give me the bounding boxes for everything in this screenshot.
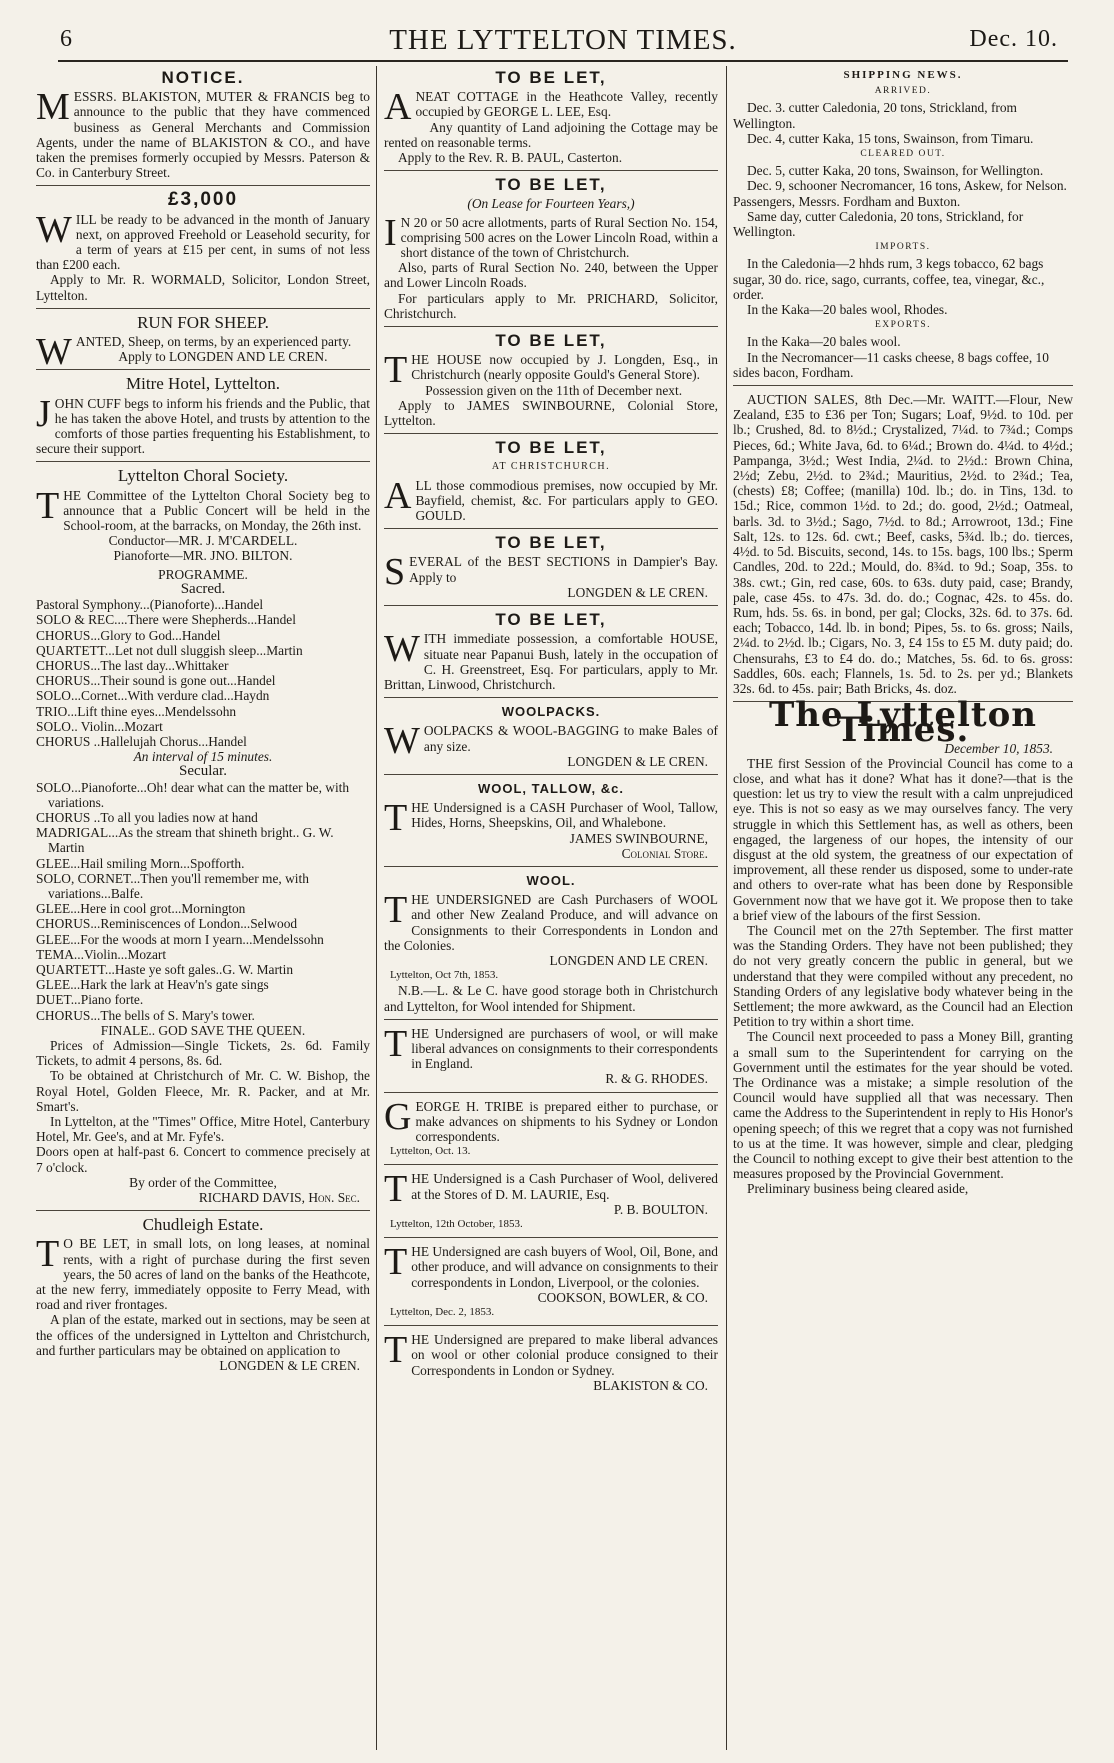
wool-ad [384,873,718,1020]
ad-text: In Lyttelton, at the "Times" Office, Mitre Hotel, Canterbury Hotel, Mr. Gee's, and at Mr. Fyfe's. [36,1114,370,1145]
programme-item: Pastoral Symphony...(Pianoforte)...Handel [36,597,264,613]
ad-text: By order of the Committee, [129,1174,277,1190]
ad-heading: WOOLPACKS. [501,704,601,720]
programme-item: CHORUS...Reminiscences of London...Selwood [36,916,298,932]
secular-label: Secular. [179,763,227,780]
programme-item: SOLO.. Violin...Mozart [36,718,163,734]
column-3 [733,68,1073,1748]
ad-text: THE Undersigned is a CASH Purchaser of Wool, Tallow, Hides, Horns, Sheepskins, Oil, and Whalebone. [384,797,718,840]
ad-text: Apply to the Rev. R. B. PAUL, Casterton. [398,150,623,166]
signature: RICHARD DAVIS, Hon. Sec. [198,1190,360,1206]
pianoforte: Pianoforte—MR. JNO. BILTON. [113,548,293,564]
sacred-label: Sacred. [180,580,226,597]
ad-text: Apply to LONGDEN AND LE CREN. [118,349,328,365]
programme-item: QUARTETT...Haste ye soft gales..G. W. Martin [36,961,294,977]
finale: FINALE.. GOD SAVE THE QUEEN. [100,1022,306,1038]
ad-subheading: AT CHRISTCHURCH. [491,461,611,473]
leader-article [733,695,1073,1197]
ad-heading: WOOL, TALLOW, &c. [477,780,625,796]
ad-text: To be obtained at Christchurch of Mr. C. W. Bishop, the Royal Hotel, Golden Fleece, Mr. R. Packer, and at Mr. Smart's. [36,1068,370,1114]
arrived-label: ARRIVED. [874,86,932,97]
ad-heading: WOOL. [526,872,576,888]
tribe-ad [384,1095,718,1166]
ad-heading: Mitre Hotel, Lyttelton. [126,374,280,394]
to-let-cottage-ad [384,70,718,171]
ad-heading: Chudleigh Estate. [142,1215,264,1235]
programme-label: PROGRAMME. [158,566,248,582]
leader-title: The Lyttelton Times. [769,695,1037,751]
ad-text: N.B.—L. & Le C. have good storage both in Christchurch and Lyttelton, for Wool intended for Shipment. [384,983,718,1014]
signature: LONGDEN & LE CREN. [567,753,708,769]
shipping-entry: Dec. 9, schooner Necromancer, 16 tons, Askew, for Nelson. Passengers, Messrs. Fordham and Buxton. [733,178,1067,209]
shipping-entry: Dec. 3. cutter Caledonia, 20 tons, Strickland, from Wellington. [733,100,1017,131]
cleared-label: CLEARED OUT. [860,149,946,160]
blakiston-ad [384,1329,718,1398]
ad-text: THE Undersigned is a Cash Purchaser of Wool, delivered at the Stores of D. M. LAURIE, Esq. [384,1168,718,1211]
signature: Colonial Store. [621,845,708,861]
ad-text: WILL be ready to be advanced in the month of January next, on approved Freehold or Leasehold security, for a term of years at £15 per cent, in sums of not less than £200 each. [36,208,370,273]
ad-text: JOHN CUFF begs to inform his friends and the Public, that he has taken the above Hotel, and trusts by attention to the comforts of those parties frequenting his Establishment, to secure their support. [36,392,370,457]
money-ad [36,189,370,308]
ad-heading: TO BE LET, [495,68,607,87]
leader-paragraph: The Council met on the 27th September. The first matter was the Standing Orders. They have not been published; they do not very greatly concern the public in general, but we understand that they were compiled without any precedent, no Standing Orders of any legislative body whatever being in the Settlement; the more awkward, as the Council had an Election Petition to try within a short time. [733,922,1073,1030]
ad-heading: NOTICE. [161,68,245,87]
shipping-entry: Dec. 4, cutter Kaka, 15 tons, Swainson, from Timaru. [747,130,1034,146]
ad-heading: £3,000 [167,189,239,211]
shipping-news [733,68,1073,386]
shipping-entry: In the Caledonia—2 hhds rum, 3 kegs tobacco, 62 bags sugar, 30 do. rice, sago, currants, coffee, tea, vinegar, &c., order. [733,256,1045,302]
shipping-entry: Same day, cutter Caledonia, 20 tons, Strickland, for Wellington. [733,208,1024,240]
signature: LONGDEN AND LE CREN. [549,952,708,968]
shipping-entry: In the Kaka—20 bales wool. [747,334,901,350]
programme-item: CHORUS...The bells of S. Mary's tower. [36,1007,255,1023]
mitre-hotel-ad [36,376,370,462]
cleared-list [733,163,1073,239]
notice-ad [36,70,370,186]
wool-tallow-ad [384,781,718,867]
choral-society-ad [36,468,370,1211]
secular-programme [36,780,370,1023]
ad-text: THE Undersigned are cash buyers of Wool, Oil, Bone, and other produce, and will advance on consignments to their correspondents in London, Liverpool, or the colonies. [384,1241,718,1290]
auction-sales [733,392,1073,702]
chudleigh-estate-ad [36,1217,370,1378]
arrived-list [733,100,1073,146]
ad-heading: Lyttelton Choral Society. [117,466,289,486]
cookson-ad [384,1241,718,1326]
ad-text: Apply to Mr. R. WORMALD, Solicitor, London Street, Lyttelton. [36,272,370,303]
programme-item: SOLO...Pianoforte...Oh! dear what can the matter be, with variations. [36,779,350,810]
programme-item: MADRIGAL...As the stream that shineth bright.. G. W. Martin [36,825,334,856]
signature: COOKSON, BOWLER, & CO. [537,1289,708,1305]
ad-text: THE Committee of the Lyttelton Choral Society beg to announce that a Public Concert will be held in the School-room, at the barracks, on Monday, the 26th inst. [36,484,370,534]
programme-item: GLEE...Hail smiling Morn...Spofforth. [36,855,245,871]
ad-heading: TO BE LET, [495,175,607,195]
ad-heading: TO BE LET, [495,331,607,351]
conductor: Conductor—MR. J. M'CARDELL. [108,533,298,549]
auction-text: AUCTION SALES, 8th Dec.—Mr. WAITT.—Flour, New Zealand, £35 to £36 per Ton; Sugars; Loaf, 9½d. to 10d. per lb.; Crushed, 8d. to 8½d.; Crystalized, 7¼d. to 7¾d.; Comps Pieces, 6d.; White Java, 6d. to 6¼d.; Brown do. 4¼d. to 4½d.; Pampanga, 3½d.; West India, 2¼d. to 2½d.: Brown China, 2½d; Zebu, 2½d. to 2¾d.; Mauritius, 2½d. to 2¾d.; Tea, (chests) £8; Coffee; (manilla) 10d. lb.; do. in Tins, 13d. to 15d.; Rice, common 1½d. to 2d.; do. good, 2½d.; Oatmeal, barls. 3d. to 3½d.; Sago, 7½d. to 8d.; Arrowroot, 13d.; Fine Salt, 12s. to 12s. 6d. cwt.; Beef, casks, 5¾d. lb.; do. tierces, 4½d. to 5d. Biscuits, second, 14s. to 15s. bags, 100 lbs.; Sperm Candles, 20d. to 22d.; Mould, do. 8¾d. to 9d.; Soap, 35s. to 38s. cwt.; Gin, red case, 60s. to 63s. duty paid, case; Brandy, pale, case 45s. to 47s. 3d. do. do.; Cognac, 42s. to 45s. do. Rum, hds. 5s. 6s. in bond, per gal; Clocks, 32s. 6d. to 37s. 6d. each; Tobacco, 14d. lb. in bond; Pipes, 5s. to 6s. gross; Nails, 2¼d. to 2½d. lb.; Cigars, No. 3, £4 15s to £5 M. duty paid; do. Chensurahs, £3 to £4 do. do.; Matches, 5s. 6d. to 6s. gross: Saddles, 60s. each; Flannels, 1s. 5d. to 2s. per yd.; Blankets 32s. 6d. to 45s. pair; Bath Bricks, 4s. doz. [733,392,1073,696]
programme-item: SOLO, CORNET...Then you'll remember me, with variations...Balfe. [36,870,309,901]
programme-item: CHORUS...The last day...Whittaker [36,657,229,673]
newspaper-title: THE LYTTELTON TIMES. [389,24,737,56]
leader-paragraph: Preliminary business being cleared aside, [747,1181,969,1197]
ad-text: Apply to JAMES SWINBOURNE, Colonial Store, Lyttelton. [384,397,718,429]
ad-date: Lyttelton, Oct 7th, 1853. [390,969,499,982]
programme-item: TRIO...Lift thine eyes...Mendelssohn [36,703,237,719]
ad-text: WITH immediate possession, a comfortable HOUSE, situate near Papanui Bush, lately in the occupation of C. H. Greenstreet, Esq. For particulars, apply to Mr. Brittan, Linwood, Christchurch. [384,628,718,692]
programme-item: CHORUS ..Hallelujah Chorus...Handel [36,733,247,749]
to-let-papanui-ad [384,612,718,698]
ad-text: GEORGE H. TRIBE is prepared either to purchase, or make advances on shipments to his Sydney or London correspondents. [384,1095,718,1144]
signature: JAMES SWINBOURNE, [569,830,708,846]
ad-text: Any quantity of Land adjoining the Cottage may be rented on reasonable terms. [384,119,718,150]
programme-item: TEMA...Violin...Mozart [36,946,167,962]
column-rule [726,66,727,1750]
ad-text: For particulars apply to Mr. PRICHARD, Solicitor, Christchurch. [384,290,718,321]
programme-item: QUARTETT...Let not dull sluggish sleep...Martin [36,642,303,658]
ad-heading: RUN FOR SHEEP. [137,312,269,332]
ad-heading: TO BE LET, [495,533,607,553]
exports-label: EXPORTS. [874,320,932,331]
ad-text: IN 20 or 50 acre allotments, parts of Rural Section No. 154, comprising 500 acres on the Lower Lincoln Road, within a short distance of the town of Christchurch. [384,211,718,261]
column-1 [36,68,370,1748]
ad-text: Prices of Admission—Single Tickets, 2s. 6d. Family Tickets, to admit 4 persons, 8s. 6d. [36,1037,370,1069]
ad-date: Lyttelton, Oct. 13. [390,1145,471,1158]
to-let-house-ad [384,333,718,434]
exports-list [733,334,1073,380]
woolpacks-ad [384,704,718,775]
ad-heading: TO BE LET, [495,610,607,630]
ad-text: Also, parts of Rural Section No. 240, between the Upper and Lower Lincoln Roads. [384,260,718,291]
column-2 [384,68,718,1748]
programme-item: CHORUS...Their sound is gone out...Handel [36,673,276,689]
sacred-programme [36,597,370,749]
ad-text: MESSRS. BLAKISTON, MUTER & FRANCIS beg to announce to the public that they have commenced business as General Merchants and Commission Agents, under the name of BLAKISTON & CO., and have taken the premises formerly occupied by Messrs. Paterson & Co. in Canterbury Street. [36,86,370,181]
programme-item: CHORUS ..To all you ladies now at hand [36,809,258,825]
ad-text: Doors open at half-past 6. Concert to commence precisely at 7 o'clock. [36,1144,370,1175]
programme-item: GLEE...Hark the lark at Heav'n's gate sings [36,977,269,993]
sheep-ad [36,312,370,374]
ad-text: A plan of the estate, marked out in sections, may be seen at the offices of the undersigned in Lyttelton and Christchurch, and further particulars may be obtained on application to [36,1312,370,1358]
programme-item: SOLO...Cornet...With verdure clad...Haydn [36,688,270,704]
shipping-entry: In the Kaka—20 bales wool, Rhodes. [747,302,948,318]
ad-text: ANEAT COTTAGE in the Heathcote Valley, recently occupied by GEORGE L. LEE, Esq. [384,86,718,129]
to-let-christchurch-ad [384,440,718,529]
section-heading: SHIPPING NEWS. [843,69,963,81]
signature: LONGDEN & LE CREN. [567,584,708,600]
ad-heading: TO BE LET, [495,438,607,458]
ad-text: WANTED, Sheep, on terms, by an experienced party. [36,331,352,374]
leader-paragraph: The Council next proceeded to pass a Money Bill, granting a small sum to the Superintendent for carrying on the Government until the estimates for the year should be voted. The Ordinance was a mistake; a simple resolution of the Council would have supplied all that was necessary. Then came the Address to the Superintendent in reply to His Honor's opening speech; of this we regret that a copy was not furnished to us at the time. It was however, simple and clear, pledging the Council to nothing except to give their best attention to the measures proposed by the Provincial Government. [733,1029,1073,1182]
masthead-date: Dec. 10. [969,26,1058,52]
rhodes-ad [384,1022,718,1093]
column-rule [376,66,377,1750]
ad-text: TO BE LET, in small lots, on long leases, at nominal rents, with a right of purchase during the first seven years, the 50 acres of land on the banks of the Heathcote, at the new ferry, immediately opposite to Ferry Mead, with road and river frontages. [36,1233,370,1313]
signature: P. B. BOULTON. [613,1201,708,1217]
interval-note: An interval of 15 minutes. [133,749,273,765]
programme-item: GLEE...For the woods at morn I yearn...Mendelssohn [36,931,324,947]
ad-text: THE HOUSE now occupied by J. Longden, Esq., in Christchurch (nearly opposite Gould's General Store). [384,349,718,392]
laurie-ad [384,1168,718,1238]
ad-date: Lyttelton, Dec. 2, 1853. [390,1306,495,1319]
ad-text: THE Undersigned are prepared to make liberal advances on wool or other colonial produce consigned to their Correspondents in London or Sydney. [384,1329,718,1378]
ad-date: Lyttelton, 12th October, 1853. [390,1218,523,1230]
ad-text: THE Undersigned are purchasers of wool, or will make liberal advances on consignments to their correspondents in England. [384,1022,718,1072]
shipping-entry: In the Necromancer—11 casks cheese, 8 bags coffee, 10 sides bacon, Fordham. [733,349,1049,380]
to-let-sections-ad [384,535,718,606]
signature: R. & G. RHODES. [605,1071,708,1087]
programme-item: SOLO & REC....There were Shepherds...Handel [36,612,296,628]
leader-paragraph: THE first Session of the Provincial Council has come to a close, and what has it done? What has it done?—that is the question: let us try to view the result with a calm unprejudiced eye. This is not so easy as we may ourselves fancy. The very struggle in which this Settlement has, as well as others, been engaged, the largeness of our hopes, the intensity of our disgust at the old system, the greatness of our expectation of improvement, all these render us disposed, some to under-rate and others to over-rate what has been done by Responsible Government now that we have got it. We propose then to take a brief view of the labours of the first Session. [733,755,1073,923]
page-number: 6 [60,26,72,52]
imports-list [733,256,1073,317]
ad-text: WOOLPACKS & WOOL-BAGGING to make Bales of any size. [384,720,718,763]
ad-text: Possession given on the 11th of December next. [425,382,683,398]
imports-label: IMPORTS. [875,242,931,253]
programme-item: CHORUS...Glory to God...Handel [36,627,221,643]
ad-subheading: (On Lease for Fourteen Years,) [467,196,635,212]
signature: LONGDEN & LE CREN. [219,1358,360,1374]
programme-item: DUET...Piano forte. [36,992,144,1008]
ad-text: ALL those commodious premises, now occupied by Mr. Bayfield, chemist, &c. For particulars apply to GEO. GOULD. [384,474,718,524]
shipping-entry: Dec. 5, cutter Kaka, 20 tons, Swainson, for Wellington. [747,163,1044,179]
leader-date: December 10, 1853. [944,740,1053,756]
masthead [58,20,1068,62]
programme-item: GLEE...Here in cool grot...Mornington [36,901,246,917]
signature: BLAKISTON & CO. [593,1377,708,1393]
ad-text: SEVERAL of the BEST SECTIONS in Dampier's Bay. Apply to [384,551,718,594]
to-let-allotments-ad [384,177,718,327]
ad-text: THE UNDERSIGNED are Cash Purchasers of WOOL and other New Zealand Produce, and will advance on Consignments to their Correspondents in London and the Colonies. [384,889,718,953]
